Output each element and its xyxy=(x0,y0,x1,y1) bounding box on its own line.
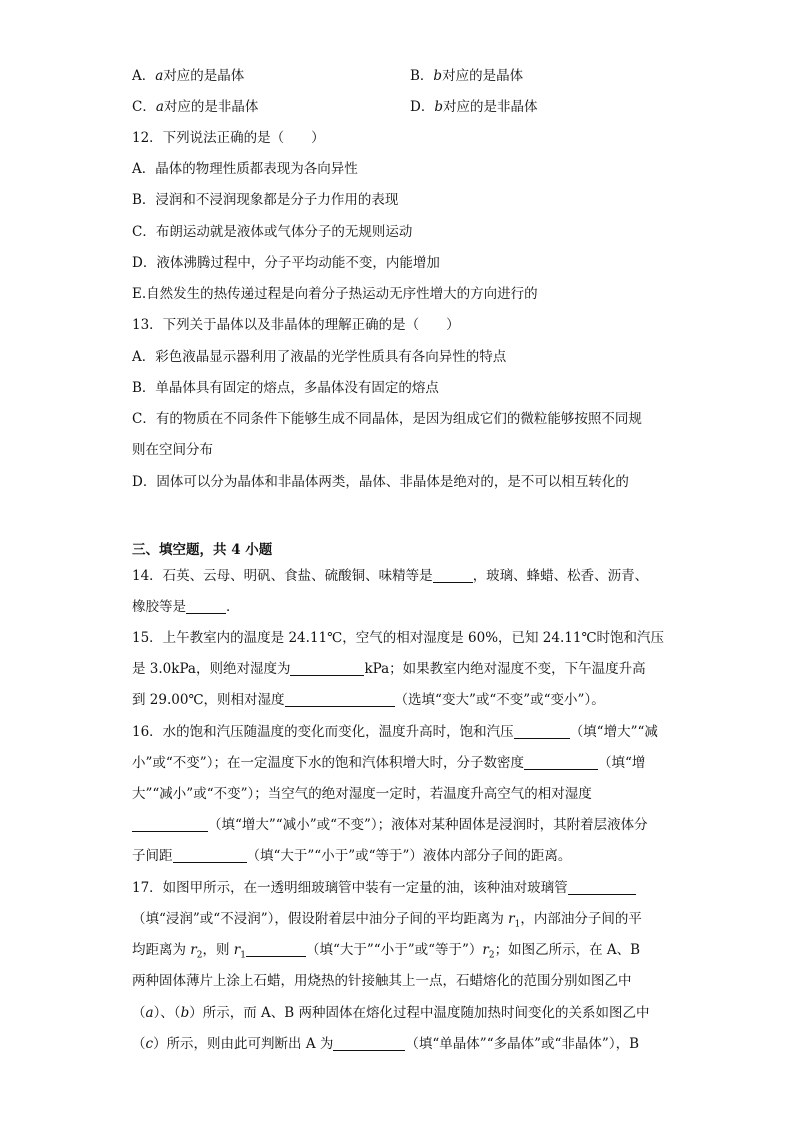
section-heading: 三、填空题，共 4 小题 xyxy=(132,542,273,558)
q17-line4: 两种固体薄片上涂上石蜡，用烧热的针接触其上一点，石蜡熔化的范围分别如图乙中 xyxy=(132,973,632,989)
q14-line2: 橡胶等是 ． xyxy=(132,599,240,615)
q17-line5: （a）、（b）所示，而 A、B 两种固体在熔化过程中温度随加热时间变化的关系如图乙中 xyxy=(132,1005,650,1021)
q13-option-a: A．彩色液晶显示器利用了液晶的光学性质具有各向异性的特点 xyxy=(132,349,507,365)
answer-blank[interactable] xyxy=(514,723,570,739)
q15-line2: 是 3.0kPa，则绝对湿度为 kPa；如果教室内绝对湿度不变，下午温度升高 xyxy=(132,661,646,677)
answer-blank[interactable] xyxy=(246,941,306,957)
answer-blank[interactable] xyxy=(524,754,598,770)
answer-blank[interactable] xyxy=(290,660,364,676)
q16-line1: 16．水的饱和汽压随温度的变化而变化，温度升高时，饱和汽压 （填“增大”“减 xyxy=(132,724,658,740)
q12-option-b: B．浸润和不浸润现象都是分子力作用的表现 xyxy=(132,192,399,208)
q13-option-c-line2: 则在空间分布 xyxy=(132,442,213,458)
q17-line6: （c）所示，则由此可判断出 A 为 （填“单晶体”“多晶体”或“非晶体”），B xyxy=(132,1036,639,1052)
answer-blank[interactable] xyxy=(568,879,636,895)
q11-option-a: A．a对应的是晶体 xyxy=(132,68,245,84)
q16-line2: 小”或“不变”）；在一定温度下水的饱和汽体积增大时，分子数密度 （填“增 xyxy=(132,755,646,771)
answer-blank[interactable] xyxy=(132,816,208,832)
q12-option-d: D．液体沸腾过程中，分子平均动能不变，内能增加 xyxy=(132,255,440,271)
q17-line1: 17．如图甲所示，在一透明细玻璃管中装有一定量的油，该种油对玻璃管 xyxy=(132,878,636,898)
answer-blank[interactable] xyxy=(333,1035,405,1051)
q11-option-d: D．b对应的是非晶体 xyxy=(410,99,538,115)
q13-stem: 13．下列关于晶体以及非晶体的理解正确的是（ ） xyxy=(132,317,460,333)
q15-line3: 到 29.00℃，则相对湿度 （选填“变大”或“不变”或“变小”）。 xyxy=(132,692,605,708)
answer-blank[interactable] xyxy=(285,691,395,707)
q11-option-b: B．b对应的是晶体 xyxy=(410,68,524,84)
q13-option-b: B．单晶体具有固定的熔点，多晶体没有固定的熔点 xyxy=(132,380,439,396)
q12-stem: 12．下列说法正确的是（ ） xyxy=(132,130,325,146)
answer-blank[interactable] xyxy=(173,847,247,863)
q16-line3: 大”“减小”或“不变”）；当空气的绝对湿度一定时，若温度升高空气的相对湿度 xyxy=(132,786,592,802)
q12-option-a: A．晶体的物理性质都表现为各向异性 xyxy=(132,161,358,177)
q17-line2: （填“浸润”或“不浸润”），假设附着层中油分子间的平均距离为 $r_1$，内部油分子间的平 xyxy=(132,911,642,930)
q12-option-e: E.自然发生的热传递过程是向着分子热运动无序性增大的方向进行的 xyxy=(132,286,538,302)
q13-option-c-line1: C．有的物质在不同条件下能够生成不同晶体，是因为组成它们的微粒能够按照不同规 xyxy=(132,411,642,427)
q15-line1: 15．上午教室内的温度是 24.11℃，空气的相对湿度是 60%，已知 24.11℃时饱和汽压 xyxy=(132,630,665,646)
q11-option-c: C．a对应的是非晶体 xyxy=(132,99,259,115)
q17-line3: 均距离为 $r_2$，则 $r_1$ （填“大于”“小于”或“等于$”)r_2$；如图乙所示，在 A、B xyxy=(132,942,641,961)
q16-line4: （填“增大”“减小”或“不变”）；液体对某种固体是浸润时，其附着层液体分 xyxy=(132,815,648,835)
q13-option-d: D．固体可以分为晶体和非晶体两类，晶体、非晶体是绝对的，是不可以相互转化的 xyxy=(132,474,629,490)
q14-line1: 14．石英、云母、明矾、食盐、硫酸铜、味精等是 ，玻璃、蜂蜡、松香、沥青、 xyxy=(132,568,649,584)
answer-blank[interactable] xyxy=(433,567,473,583)
q16-line5: 子间距 （填“大于”“小于”或“等于”）液体内部分子间的距离。 xyxy=(132,848,572,864)
answer-blank[interactable] xyxy=(186,598,226,614)
q12-option-c: C．布朗运动就是液体或气体分子的无规则运动 xyxy=(132,224,413,240)
